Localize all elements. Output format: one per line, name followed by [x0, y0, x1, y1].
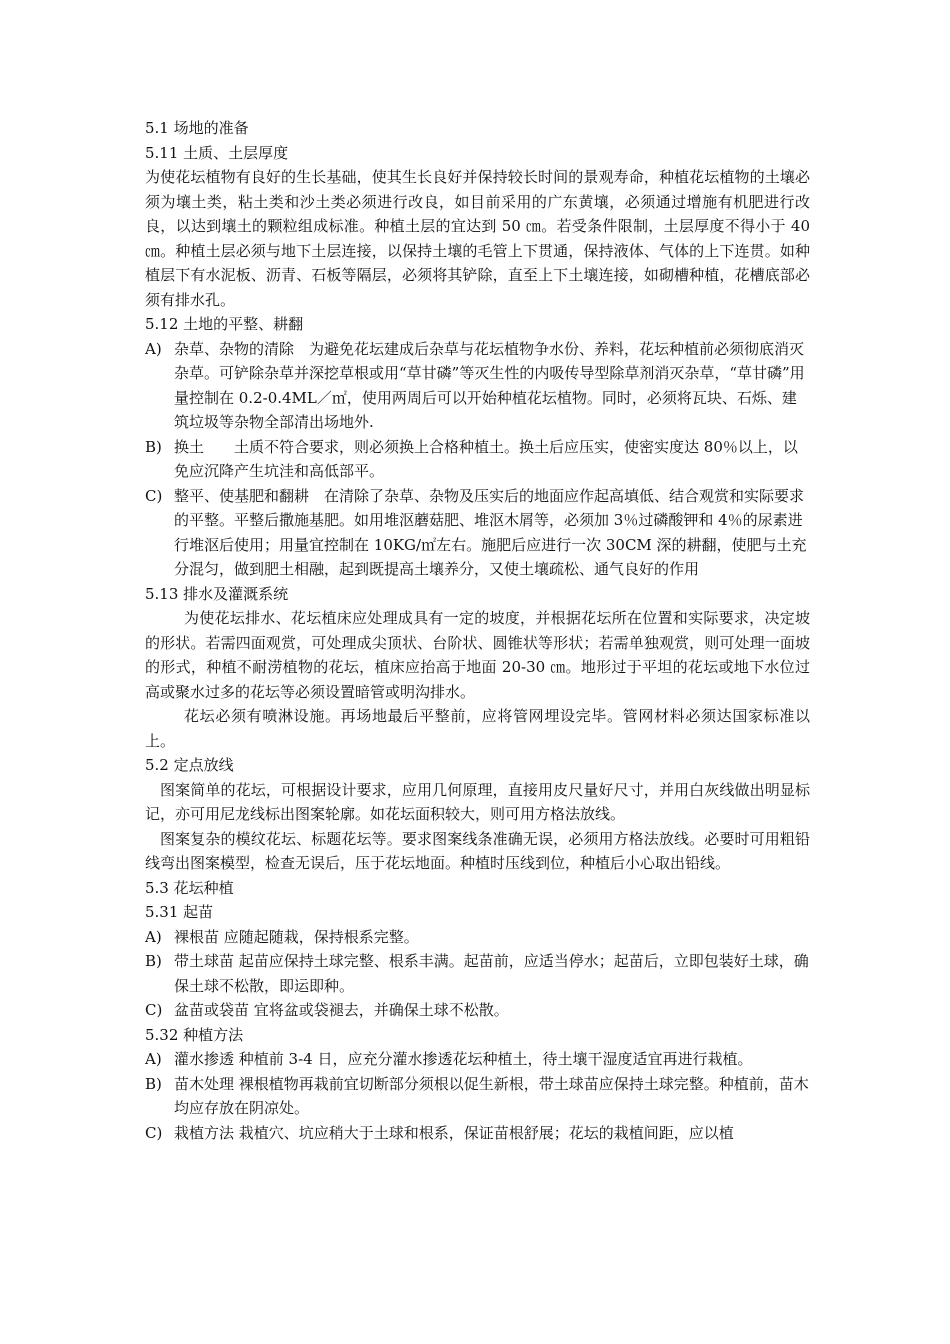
- list-item: [145, 337, 810, 435]
- list-item: [145, 949, 810, 998]
- list-marker: A): [145, 339, 162, 358]
- list-marker: C): [145, 1001, 163, 1019]
- list-item-text: 带土球苗 起苗应保持土球完整、根系丰满。起苗前，应适当停水；起苗后，立即包装好土球，确保土球不松散，即运即种。: [174, 952, 809, 995]
- list-marker: B): [145, 1074, 162, 1093]
- paragraph-drainage: 为使花坛排水、花坛植床应处理成具有一定的坡度，并根据花坛所在位置和实际要求，决定坡的形状。若需四面观赏，可处理成尖顶状、台阶状、圆锥状等形状；若需单独观赏，则可处理一面坡的形式，种植不耐涝植物的花坛，植床应抬高于地面 20-30 ㎝。地形过于平坦的花坛或地下水位过高或聚水过多的花坛等必须设置暗管或明沟排水。: [145, 609, 810, 701]
- document-page: [145, 116, 810, 1145]
- list-item-text: 整平、使基肥和翻耕 在清除了杂草、杂物及压实后的地面应作起高填低、结合观赏和实际要求的平整。平整后撒施基肥。如用堆沤蘑菇肥、堆沤木屑等，必须加 3％过磷酸钾和 4％的尿素进行堆沤后使用；用量宜控制在 10KG/㎡左右。施肥后应进行一次 30CM 深的耕翻，使肥与土充分混匀，做到肥土相融，起到既提高土壤养分，又使土壤疏松、通气良好的作用: [174, 486, 807, 578]
- list-5-31: [145, 925, 810, 1023]
- list-item-text: 栽植方法 栽植穴、坑应稍大于土球和根系，保证苗根舒展；花坛的栽植间距，应以植: [174, 1123, 734, 1142]
- section-heading-5-1: 5.1 场地的准备: [145, 119, 249, 137]
- list-item: [145, 925, 810, 950]
- list-marker: C): [145, 1123, 163, 1142]
- paragraph-complex-layout: 图案复杂的模纹花坛、标题花坛等。要求图案线条准确无误，必须用方格法放线。必要时可用粗铅线弯出图案模型，检查无误后，压于花坛地面。种植时压线到位，种植后小心取出铅线。: [145, 829, 810, 872]
- list-item: [145, 1121, 810, 1146]
- section-heading-5-3: 5.3 花坛种植: [145, 878, 234, 897]
- list-5-32: [145, 1047, 810, 1145]
- list-marker: B): [145, 437, 162, 456]
- subsection-heading-5-13: 5.13 排水及灌溉系统: [145, 584, 289, 603]
- list-marker: A): [145, 927, 162, 946]
- list-item: [145, 435, 810, 484]
- list-marker: C): [145, 486, 163, 505]
- list-marker: A): [145, 1050, 162, 1068]
- paragraph-irrigation: 花坛必须有喷淋设施。再场地最后平整前，应将管网埋设完毕。管网材料必须达国家标准以上。: [145, 707, 810, 750]
- list-item: [145, 1072, 810, 1121]
- paragraph-simple-layout: 图案简单的花坛，可根据设计要求，应用几何原理，直接用皮尺量好尺寸，并用白灰线做出明显标记，亦可用尼龙线标出图案轮廓。如花坛面积较大，则可用方格法放线。: [145, 780, 810, 823]
- list-item-text: 杂草、杂物的清除 为避免花坛建成后杂草与花坛植物争水份、养料，花坛种植前必须彻底消灭杂草。可铲除杂草并深挖草根或用“草甘磷”等灭生性的内吸传导型除草剂消灭杂草，“草甘磷”用量控制在 0.2-0.4ML／㎡，使用两周后可以开始种植花坛植物。同时，必须将瓦块、石烁、建筑垃圾等杂物全部清出场地外.: [174, 339, 805, 431]
- list-item: [145, 484, 810, 582]
- list-5-12: [145, 337, 810, 582]
- list-item-text: 灌水掺透 种植前 3-4 日，应充分灌水掺透花坛种植土，待土壤干湿度适宜再进行栽植。: [174, 1050, 753, 1068]
- list-marker: B): [145, 952, 162, 970]
- subsection-heading-5-31: 5.31 起苗: [145, 903, 214, 921]
- list-item-text: 裸根苗 应随起随栽，保持根系完整。: [174, 927, 419, 946]
- paragraph-soil-quality: 为使花坛植物有良好的生长基础，使其生长良好并保持较长时间的景观寿命，种植花坛植物的土壤必须为壤土类，粘土类和沙土类必须进行改良，如目前采用的广东黄壤，必须通过增施有机肥进行改良，以达到壤土的颗粒组成标准。种植土层的宜达到 50 ㎝。若受条件限制，土层厚度不得小于 40 ㎝。种植土层必须与地下土层连接，以保持土壤的毛管上下贯通，保持液体、气体的上下连贯。如种植层下有水泥板、沥青、石板等隔层，必须将其铲除，直至上下土壤连接，如砌槽种植，花槽底部必须有排水孔。: [145, 168, 810, 309]
- subsection-heading-5-11: 5.11 土质、土层厚度: [145, 143, 289, 162]
- section-heading-5-2: 5.2 定点放线: [145, 756, 234, 774]
- list-item-text: 盆苗或袋苗 宜将盆或袋褪去，并确保土球不松散。: [174, 1001, 509, 1019]
- list-item-text: 苗木处理 裸根植物再栽前宜切断部分须根以促生新根，带土球苗应保持土球完整。种植前，苗木均应存放在阴凉处。: [174, 1074, 809, 1117]
- list-item: [145, 998, 810, 1023]
- list-item: [145, 1047, 810, 1072]
- subsection-heading-5-12: 5.12 土地的平整、耕翻: [145, 315, 304, 333]
- subsection-heading-5-32: 5.32 种植方法: [145, 1025, 244, 1044]
- list-item-text: 换土 土质不符合要求，则必须换上合格种植土。换土后应压实，使密实度达 80％以上，以免应沉降产生坑洼和高低部平。: [174, 437, 798, 480]
